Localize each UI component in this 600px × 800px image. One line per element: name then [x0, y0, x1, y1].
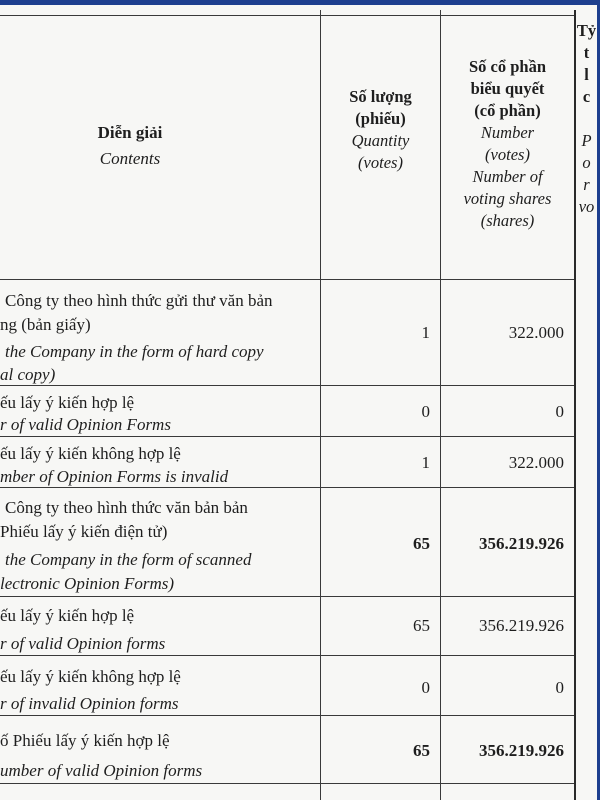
row5-quantity: 65: [413, 616, 430, 635]
row4-shares: 356.219.926: [479, 534, 564, 553]
row2-quantity: 0: [421, 402, 430, 421]
row3-desc-vi: ếu lấy ý kiến không hợp lệ: [0, 444, 181, 463]
row7-shares: 356.219.926: [479, 741, 564, 760]
row5-shares: 356.219.926: [479, 616, 564, 635]
header-contents-en: Contents: [99, 149, 161, 168]
row3-desc-en: mber of Opinion Forms is invalid: [0, 467, 229, 486]
row2-desc-en: r of valid Opinion Forms: [0, 415, 171, 434]
row-rule: [0, 783, 575, 784]
header-contents-vi: Diễn giải: [97, 123, 163, 142]
row4-desc-vi-1: Công ty theo hình thức văn bản bản: [5, 498, 248, 517]
row4-desc-en-1: the Company in the form of scanned: [5, 550, 252, 569]
row-rule: [0, 655, 575, 656]
row7-desc-en: umber of valid Opinion forms: [0, 761, 203, 780]
header-voting-shares: Số cổ phần biểu quyết (cổ phần) Number (votes) Number of voting shares (shares): [463, 57, 552, 230]
scan-top-edge: [0, 0, 600, 5]
row6-desc-en: r of invalid Opinion forms: [0, 694, 179, 713]
row1-quantity: 1: [421, 323, 430, 342]
row7-desc-vi: ố Phiếu lấy ý kiến hợp lệ: [0, 731, 170, 750]
row5-desc-vi: ếu lấy ý kiến hợp lệ: [0, 606, 135, 625]
header-ratio-cropped: Tỷ t l c P o r vo: [576, 21, 597, 216]
row3-shares: 322.000: [508, 453, 564, 472]
row1-desc-vi-2: ng (bản giấy): [0, 315, 91, 334]
row6-quantity: 0: [421, 678, 430, 697]
row1-desc-en-1: the Company in the form of hard copy: [5, 342, 264, 361]
row4-quantity: 65: [413, 534, 430, 553]
header-bottom-rule: [0, 279, 575, 280]
row-rule: [0, 385, 575, 386]
row6-shares: 0: [555, 678, 564, 697]
table-top-rule: [0, 15, 575, 16]
row1-shares: 322.000: [508, 323, 564, 342]
row1-desc-vi-1: Công ty theo hình thức gửi thư văn bản: [5, 291, 273, 310]
row6-desc-vi: ếu lấy ý kiến không hợp lệ: [0, 667, 181, 686]
row3-quantity: 1: [421, 453, 430, 472]
row-rule: [0, 436, 575, 437]
row2-desc-vi: ếu lấy ý kiến hợp lệ: [0, 393, 135, 412]
row4-desc-vi-2: Phiếu lấy ý kiến điện tử): [0, 522, 168, 541]
row-rule: [0, 715, 575, 716]
row1-desc-en-2: al copy): [0, 365, 56, 384]
row4-desc-en-2: lectronic Opinion Forms): [0, 574, 175, 593]
header-quantity: Số lượng (phiếu) Quantity (votes): [349, 87, 412, 172]
row5-desc-en: r of valid Opinion forms: [0, 634, 166, 653]
row7-quantity: 65: [413, 741, 430, 760]
row-rule: [0, 596, 575, 597]
row2-shares: 0: [555, 402, 564, 421]
